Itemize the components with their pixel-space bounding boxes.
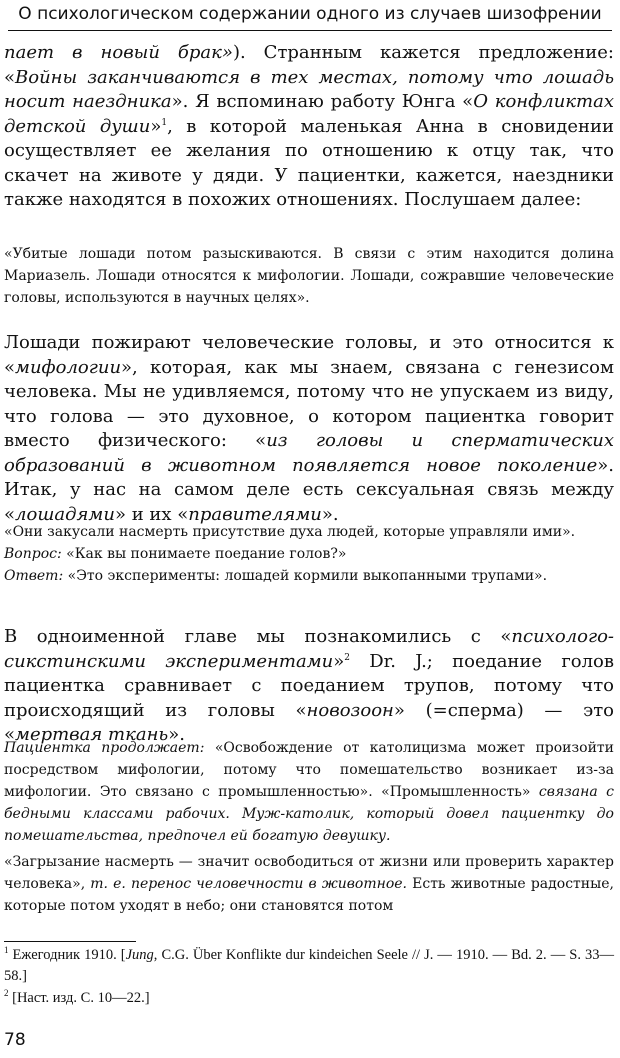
running-header: О психологическом содержании одного из случаев шизофрении: [18, 4, 602, 24]
text-run: мифологии: [15, 356, 122, 378]
footnote-2: [4, 988, 614, 1009]
text-run: ».: [168, 724, 185, 745]
quote-1: «Убитые лошади потом разыскиваются. В связи с этим находится долина Мариазель. Лошади относятся к мифологии. Лошади, сожравшие человеческие головы, используются в научных целях».: [4, 246, 614, 306]
answer-label: Ответ:: [4, 568, 64, 584]
text-run: [Наст. изд. С. 10—22.]: [8, 990, 150, 1006]
footnote-number: 2: [4, 988, 9, 999]
text-run: Лошади пожирают человеческие головы, и это относится к «: [4, 332, 614, 378]
text-run: «Освобождение от католицизма может произойти посредством мифологии, потому что помешательство возникает из-за мифологии. Это связано с промышленностью». «Промышленность»: [4, 740, 614, 800]
text-run: ». Итак, у нас на самом деле есть сексуальная связь между «: [4, 454, 614, 525]
text-run: Войны заканчиваются в тех местах, потому что лошадь носит наездника: [4, 66, 614, 112]
text-run: Dr. J.; поедание голов пациентка сравнивает с поеданием трупов, потому что происходящий из головы «: [4, 650, 614, 721]
text-run: Ежегодник 1910. [: [8, 947, 126, 963]
paragraph-2: [4, 331, 614, 527]
text-run: психолого-сикстинскими экспериментами: [4, 626, 614, 672]
paragraph-1: [4, 41, 614, 213]
text-run: »: [333, 650, 345, 672]
text-run: В одноименной главе мы познакомились с «: [4, 626, 512, 647]
text-run: ). Странным кажется предложение: «: [4, 42, 614, 88]
text-run: правителями: [188, 503, 322, 525]
text-run: новозоон: [306, 699, 394, 721]
page-number: 78: [4, 1030, 26, 1050]
text-run: » (=сперма) — это «: [4, 699, 614, 745]
text-run: Jung: [125, 947, 154, 963]
text-run: », которая, как мы знаем, связана с генезисом человека. Мы не удивляемся, потому что не упускаем из виду, что голова — это духовное, о котором пациентка говорит вместо физического: «: [4, 356, 614, 451]
question-line: [4, 543, 614, 565]
question-label: Вопрос:: [4, 546, 62, 562]
text-run: ».: [321, 503, 339, 525]
quote-4: [4, 851, 614, 917]
text-run: «Загрызание насмерть — значит освободиться от жизни или проверить характер человека»,: [4, 854, 614, 892]
text-run: , C.G. Über Konflikte dur kindeichen Seele // J. — 1910. — Bd. 2. — S. 33—58.]: [4, 947, 614, 984]
answer-text: «Это эксперименты: лошадей кормили выкопанными трупами».: [63, 568, 548, 584]
text-run: » и их «: [114, 503, 189, 525]
text-run: Есть животные радостные, которые потом уходят в небо; они становятся потом: [4, 876, 614, 914]
answer-line: [4, 565, 614, 587]
header-rule: [8, 30, 612, 31]
text-run: мертвая ткань: [15, 724, 169, 745]
text-run: »: [150, 115, 162, 137]
text-run: связана с бедными классами рабочих. Муж-католик, который довел пациентку до помешательства, предпочел ей богатую девушку.: [4, 784, 615, 844]
text-run: О конфликтах детской души: [4, 91, 614, 137]
text-run: , в которой маленькая Анна в сновидении осуществляет ее желания по отношению к отцу так, что скачет на животе у дяди. У пациентки, кажется, наездники также находятся в похожих отношениях. Послушаем далее:: [4, 115, 615, 210]
text-run: лошадями: [15, 503, 115, 525]
text-run: ». Я вспоминаю работу Юнга «: [171, 91, 474, 112]
footnote-number: 1: [4, 945, 9, 956]
footnote-rule: [4, 941, 136, 942]
text-run: пает в новый брак»: [4, 42, 233, 63]
text-run: т. е. перенос человечности в животное.: [90, 876, 407, 892]
footnote-1: [4, 945, 614, 987]
footnote-ref-2: 2: [344, 652, 350, 663]
quote-2: [4, 521, 614, 587]
text-run: из головы и сперматических образований в животном появляется новое поколение: [4, 430, 615, 476]
quote-3: [4, 737, 614, 847]
text-run: Пациентка продолжает:: [4, 740, 205, 756]
question-text: «Как вы понимаете поедание голов?»: [61, 546, 347, 562]
footnote-ref-1: 1: [161, 117, 168, 128]
quote-line: «Они закусали насмерть присутствие духа людей, которые управляли ими».: [4, 524, 576, 540]
paragraph-3: [4, 625, 614, 748]
